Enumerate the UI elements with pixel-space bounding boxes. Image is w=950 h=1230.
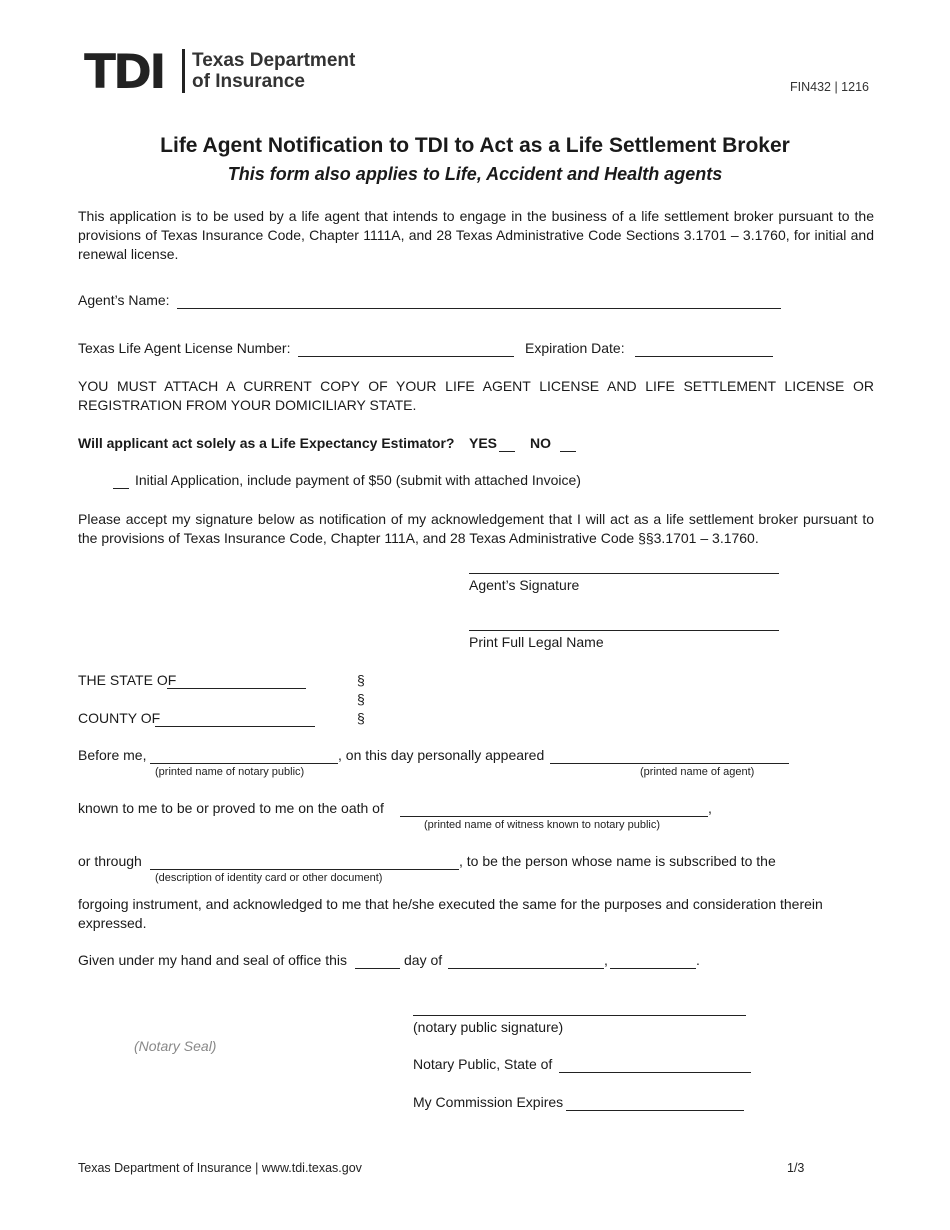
form-number: FIN432 | 1216 xyxy=(790,80,869,94)
notary-name-field[interactable] xyxy=(150,763,338,764)
expiration-date-label: Expiration Date: xyxy=(525,340,625,356)
initial-application-checkbox[interactable] xyxy=(113,488,129,489)
attach-notice: YOU MUST ATTACH A CURRENT COPY OF YOUR LIFE AGENT LICENSE AND LIFE SETTLEMENT LICENSE OR REGISTRATION FROM YOUR DOMICILIARY STATE. xyxy=(78,378,874,413)
witness-comma: , xyxy=(708,800,712,816)
page-number: 1/3 xyxy=(787,1161,805,1175)
commission-expires-field[interactable] xyxy=(566,1110,744,1111)
subscribed-text: , to be the person whose name is subscribed to the xyxy=(459,853,776,869)
agent-name-hint: (printed name of agent) xyxy=(640,766,755,778)
print-name-label: Print Full Legal Name xyxy=(469,634,604,650)
commission-expires-label: My Commission Expires xyxy=(413,1094,564,1110)
agent-signature-line[interactable] xyxy=(469,573,779,574)
month-field[interactable] xyxy=(448,968,604,969)
given-period: . xyxy=(696,952,700,968)
day-field[interactable] xyxy=(355,968,400,969)
county-of-label: COUNTY OF xyxy=(78,710,161,726)
notary-signature-label: (notary public signature) xyxy=(413,1019,564,1035)
print-name-line[interactable] xyxy=(469,630,779,631)
appeared-agent-field[interactable] xyxy=(550,763,789,764)
forgoing-paragraph: forgoing instrument, and acknowledged to me that he/she executed the same for the purposes and consideration therein expressed. xyxy=(78,896,823,931)
page-subtitle: This form also applies to Life, Accident and Health agents xyxy=(227,164,723,184)
identity-document-hint: (description of identity card or other document) xyxy=(155,872,383,884)
notary-name-hint: (printed name of notary public) xyxy=(155,766,305,778)
yes-blank[interactable] xyxy=(499,451,515,452)
day-of-text: day of xyxy=(404,952,443,968)
state-of-field[interactable] xyxy=(167,688,306,689)
initial-application-label: Initial Application, include payment of $50 (submit with attached Invoice) xyxy=(135,472,581,488)
tdi-logo-mark: TDI xyxy=(84,45,164,100)
identity-document-field[interactable] xyxy=(150,869,459,870)
state-of-label: THE STATE OF xyxy=(78,672,177,688)
yes-label: YES xyxy=(469,435,498,451)
license-number-label: Texas Life Agent License Number: xyxy=(78,340,291,356)
estimator-question: Will applicant act solely as a Life Expectancy Estimator? xyxy=(78,435,455,451)
intro-paragraph: This application is to be used by a life agent that intends to engage in the business of a life settlement broker pursuant to the provisions of Texas Insurance Code, Chapter 1111A, and 28 Texas Administrative Code Sections 3.1701 – 3.1760, for initial and renewal license. xyxy=(78,208,874,262)
agent-signature-label: Agent’s Signature xyxy=(469,577,580,593)
witness-name-field[interactable] xyxy=(400,816,708,817)
tdi-logo-name xyxy=(192,50,355,92)
logo-divider xyxy=(182,49,185,93)
expiration-date-field[interactable] xyxy=(635,356,773,357)
or-through-text: or through xyxy=(78,853,142,869)
before-me-text: Before me, xyxy=(78,747,147,763)
notary-signature-line[interactable] xyxy=(413,1015,746,1016)
logo-line-2: of Insurance xyxy=(192,71,305,92)
license-number-field[interactable] xyxy=(298,356,514,357)
notary-seal-placeholder: (Notary Seal) xyxy=(134,1038,217,1054)
logo-line-1: Texas Department xyxy=(192,50,356,71)
section-symbol-3: § xyxy=(357,710,365,726)
page-title: Life Agent Notification to TDI to Act as a Life Settlement Broker xyxy=(160,134,790,157)
agent-name-label: Agent’s Name: xyxy=(78,292,170,308)
witness-hint: (printed name of witness known to notary public) xyxy=(424,819,661,831)
notary-state-label: Notary Public, State of xyxy=(413,1056,553,1072)
notary-state-field[interactable] xyxy=(559,1072,751,1073)
year-comma: , xyxy=(604,952,608,968)
acknowledgement-paragraph: Please accept my signature below as notification of my acknowledgement that I will act as a life settlement broker pursuant to the provisions of Texas Insurance Code, Chapter 111A, and 28 Texas Administrative Code §§3.1701 – 3.1760. xyxy=(78,511,874,546)
footer-organization: Texas Department of Insurance | www.tdi.texas.gov xyxy=(78,1161,362,1175)
known-to-me-text: known to me to be or proved to me on the oath of xyxy=(78,800,384,816)
no-blank[interactable] xyxy=(560,451,576,452)
no-label: NO xyxy=(530,435,551,451)
county-of-field[interactable] xyxy=(155,726,315,727)
given-under-text: Given under my hand and seal of office this xyxy=(78,952,348,968)
year-field[interactable] xyxy=(610,968,696,969)
agent-name-field[interactable] xyxy=(177,308,781,309)
section-symbol-2: § xyxy=(357,691,365,707)
section-symbol-1: § xyxy=(357,672,365,688)
appeared-text: , on this day personally appeared xyxy=(338,747,545,763)
